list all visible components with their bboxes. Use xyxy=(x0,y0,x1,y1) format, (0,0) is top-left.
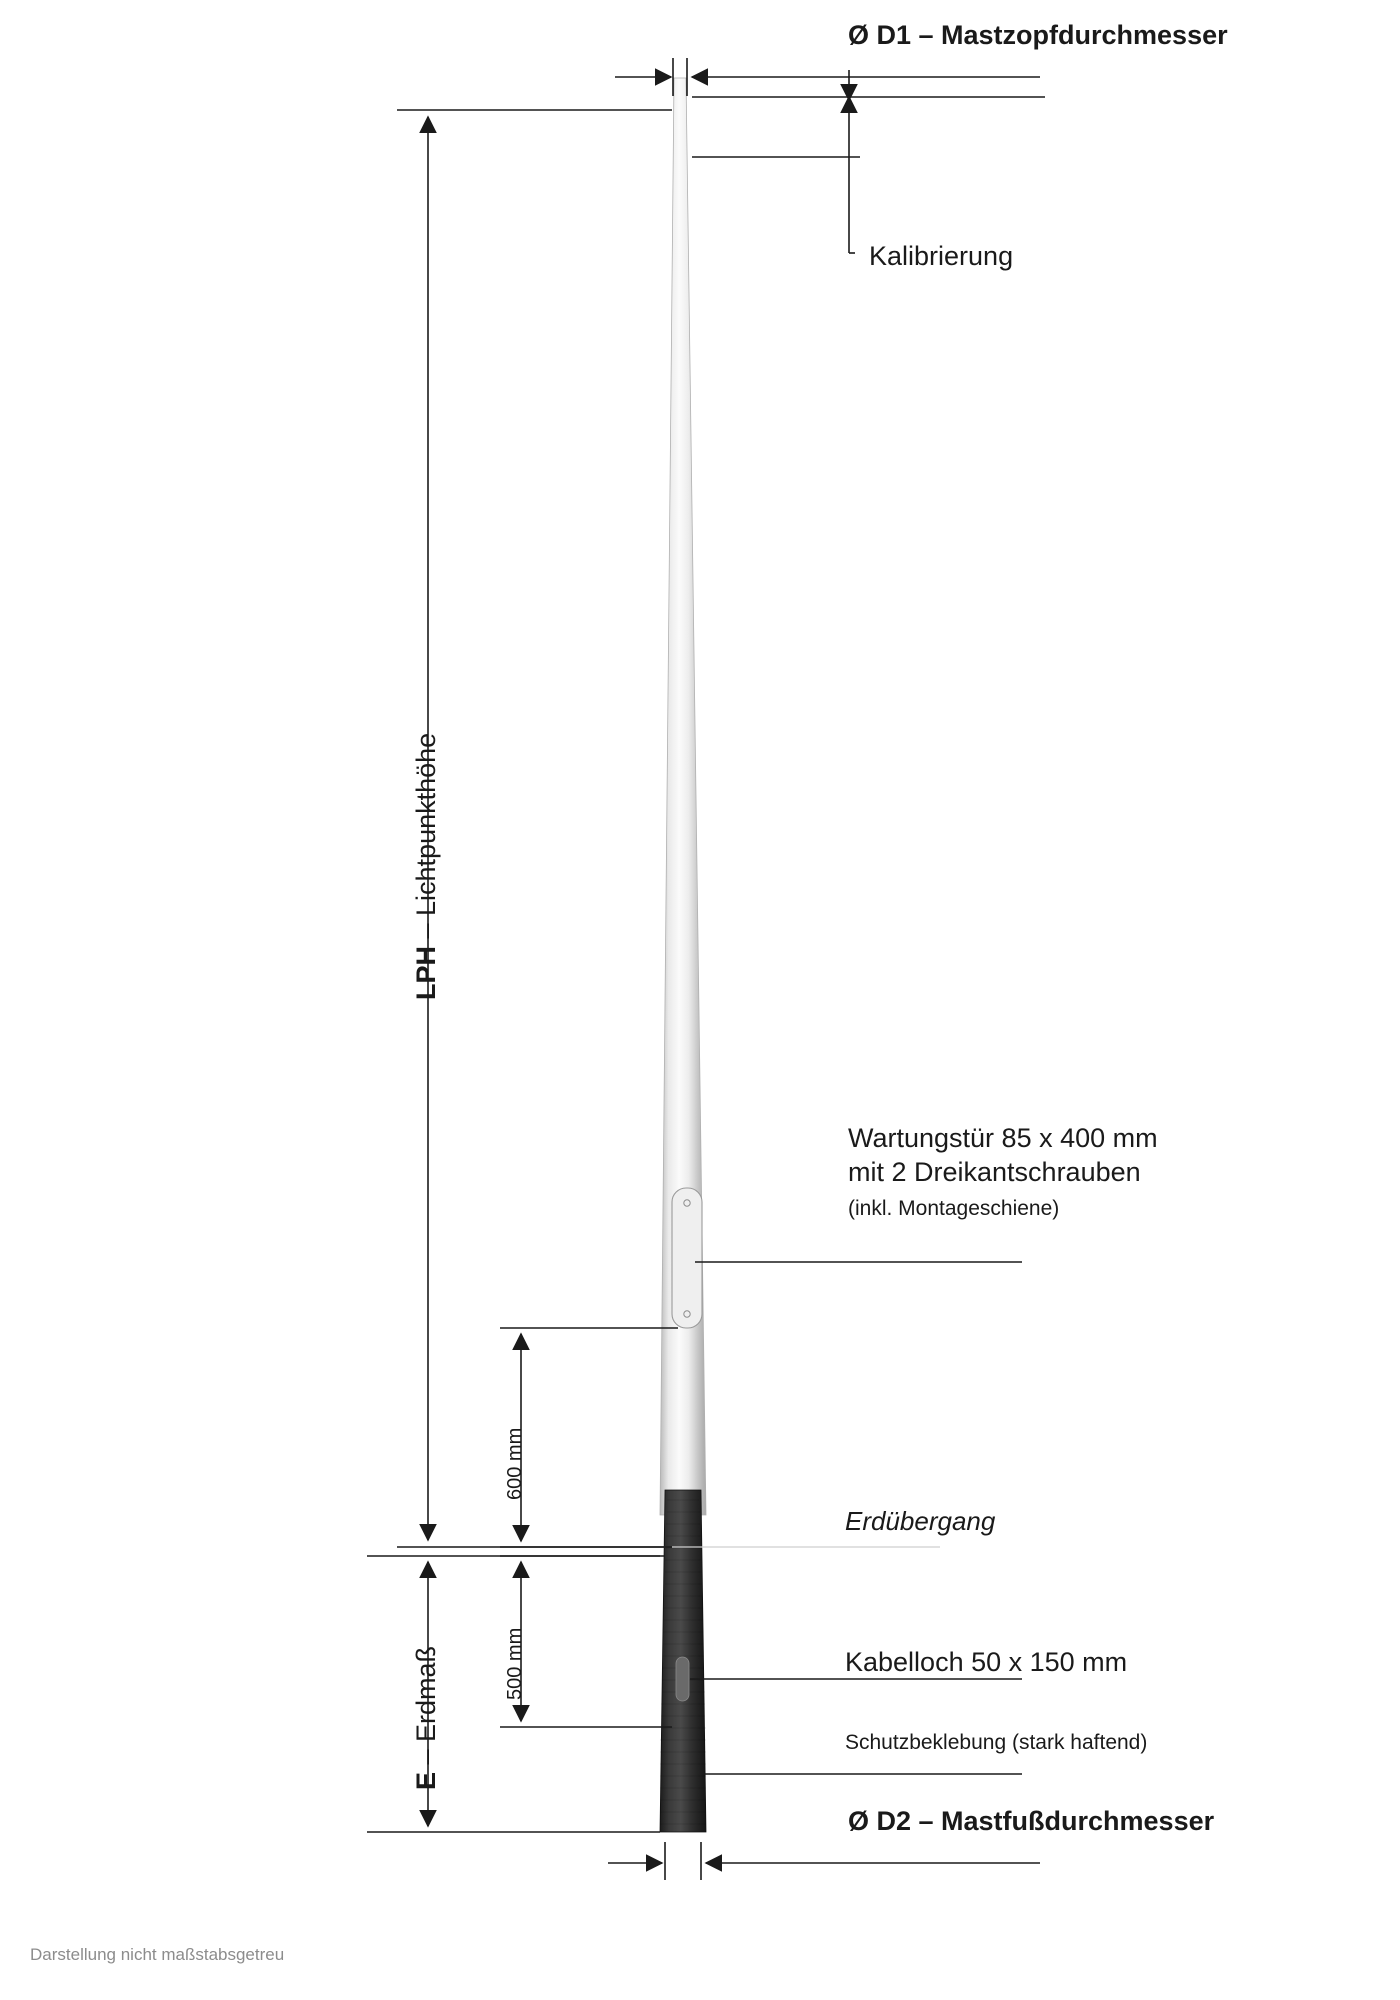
label-lph: LPH – Lichtpunkthöhe xyxy=(411,732,441,1000)
footnote-scale: Darstellung nicht maßstabsgetreu xyxy=(30,1945,285,1964)
kalibrierung-leader xyxy=(692,70,1045,253)
label-erdmass: E – Erdmaß xyxy=(411,1645,441,1790)
label-cable-hole: Kabelloch 50 x 150 mm xyxy=(845,1647,1128,1677)
cable-hole xyxy=(676,1657,689,1701)
maintenance-door xyxy=(672,1188,702,1328)
label-500mm: 500 mm xyxy=(504,1627,526,1700)
label-erduebergang: Erdübergang xyxy=(845,1506,996,1536)
label-d2: Ø D2 – Mastfußdurchmesser xyxy=(848,1806,1215,1836)
label-d1: Ø D1 – Mastzopfdurchmesser xyxy=(848,20,1228,50)
label-600mm: 600 mm xyxy=(504,1427,526,1500)
label-maintenance-door: Wartungstür 85 x 400 mm mit 2 Dreikantschrauben (inkl. Montageschiene) xyxy=(848,1123,1158,1220)
label-kalibrierung: Kalibrierung xyxy=(869,241,1014,271)
label-coating: Schutzbeklebung (stark haftend) xyxy=(845,1731,1148,1754)
